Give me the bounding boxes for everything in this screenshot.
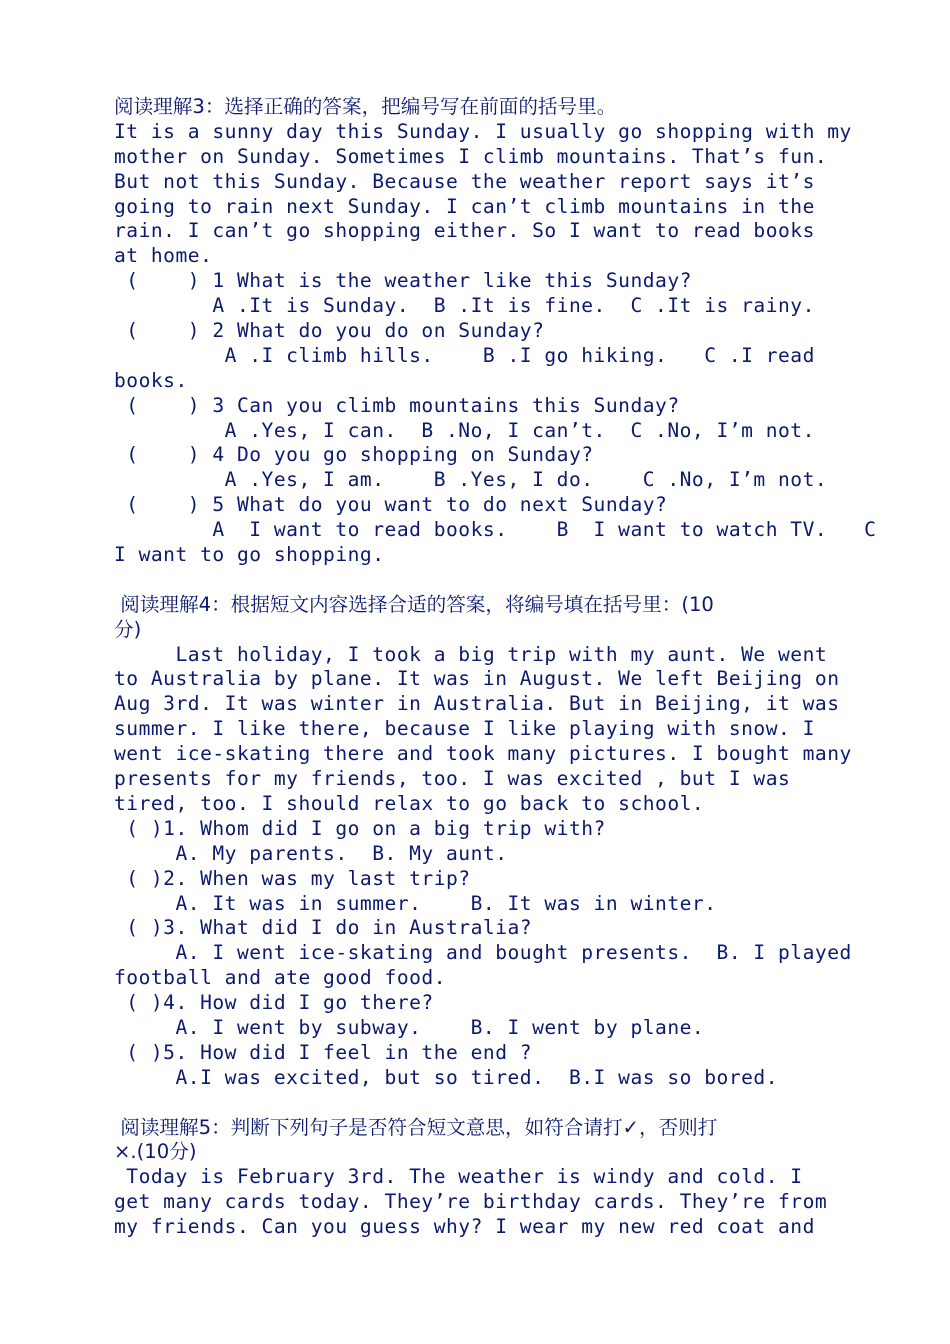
section-5-passage [114, 1165, 844, 1240]
passage-line: going to rain next Sunday. I can’t climb mountains in the [114, 194, 815, 218]
options-line: A .Yes, I can. B .No, I can’t. C .No, I’m not. [114, 418, 815, 442]
question-line: ( ) 1 What is the weather like this Sunday? [114, 269, 692, 293]
options-line: A. I went ice-skating and bought presents. B. I played [114, 941, 852, 965]
question-line: ( ) 5 What do you want to do next Sunday? [114, 493, 668, 517]
section-5-heading: 阅读理解5：判断下列句子是否符合短文意思，如符合请打✓，否则打 [114, 1115, 718, 1139]
question-line: ( )5. How did I feel in the end ? [114, 1040, 533, 1064]
passage-line: mother on Sunday. Sometimes I climb mountains. That’s fun. [114, 144, 828, 168]
section-5-heading-cont: ×.(10分) [114, 1140, 197, 1164]
options-line: A .Yes, I am. B .Yes, I do. C .No, I’m not. [114, 468, 828, 492]
passage-line: get many cards today. They’re birthday cards. They’re from [114, 1190, 828, 1214]
options-line: A I want to read books. B I want to watch TV. C [114, 518, 877, 542]
section-3-passage [114, 119, 852, 269]
passage-line: to Australia by plane. It was in August. We left Beijing on [114, 667, 840, 691]
options-line: books. [114, 368, 188, 392]
passage-line: Last holiday, I took a big trip with my aunt. We went [114, 642, 828, 666]
question-line: ( )3. What did I do in Australia? [114, 916, 533, 940]
options-line: I want to go shopping. [114, 543, 385, 567]
passage-line: summer. I like there, because I like playing with snow. I [114, 717, 815, 741]
passage-line: Today is February 3rd. The weather is windy and cold. I [114, 1165, 803, 1189]
options-line: A .It is Sunday. B .It is fine. C .It is rainy. [114, 294, 815, 318]
section-spacer [114, 568, 844, 593]
passage-line: It is a sunny day this Sunday. I usually go shopping with my [114, 119, 852, 143]
question-line: ( ) 4 Do you go shopping on Sunday? [114, 443, 594, 467]
passage-line: Aug 3rd. It was winter in Australia. But in Beijing, it was [114, 692, 840, 716]
passage-line: tired, too. I should relax to go back to school. [114, 791, 705, 815]
section-spacer [114, 1091, 844, 1116]
question-line: ( ) 2 What do you do on Sunday? [114, 319, 545, 343]
question-line: ( )4. How did I go there? [114, 991, 434, 1015]
passage-line: went ice-skating there and took many pictures. I bought many [114, 742, 852, 766]
passage-line: my friends. Can you guess why? I wear my new red coat and [114, 1215, 815, 1239]
passage-line: at home. [114, 244, 213, 268]
section-4-heading: 阅读理解4：根据短文内容选择合适的答案，将编号填在括号里：(10 [114, 592, 714, 616]
options-line: A. I went by subway. B. I went by plane. [114, 1015, 705, 1039]
options-line: A.I was excited, but so tired. B.I was so bored. [114, 1065, 779, 1089]
question-line: ( )2. When was my last trip? [114, 866, 471, 890]
question-line: ( ) 3 Can you climb mountains this Sunday? [114, 393, 680, 417]
section-4-questions [114, 816, 852, 1091]
worksheet-page [114, 95, 877, 1240]
options-line: A .I climb hills. B .I go hiking. C .I read [114, 343, 815, 367]
options-line: A. It was in summer. B. It was in winter. [114, 891, 717, 915]
options-line: football and ate good food. [114, 966, 447, 990]
question-line: ( )1. Whom did I go on a big trip with? [114, 816, 606, 840]
passage-line: rain. I can’t go shopping either. So I want to read books [114, 219, 815, 243]
passage-line: But not this Sunday. Because the weather report says it’s [114, 169, 815, 193]
section-4-heading-cont: 分) [114, 617, 142, 641]
section-3-heading: 阅读理解3：选择正确的答案，把编号写在前面的括号里。 [114, 95, 617, 118]
passage-line: presents for my friends, too. I was excited , but I was [114, 767, 791, 791]
section-3-questions [114, 269, 877, 568]
options-line: A. My parents. B. My aunt. [114, 841, 508, 865]
section-4-passage [114, 642, 852, 817]
